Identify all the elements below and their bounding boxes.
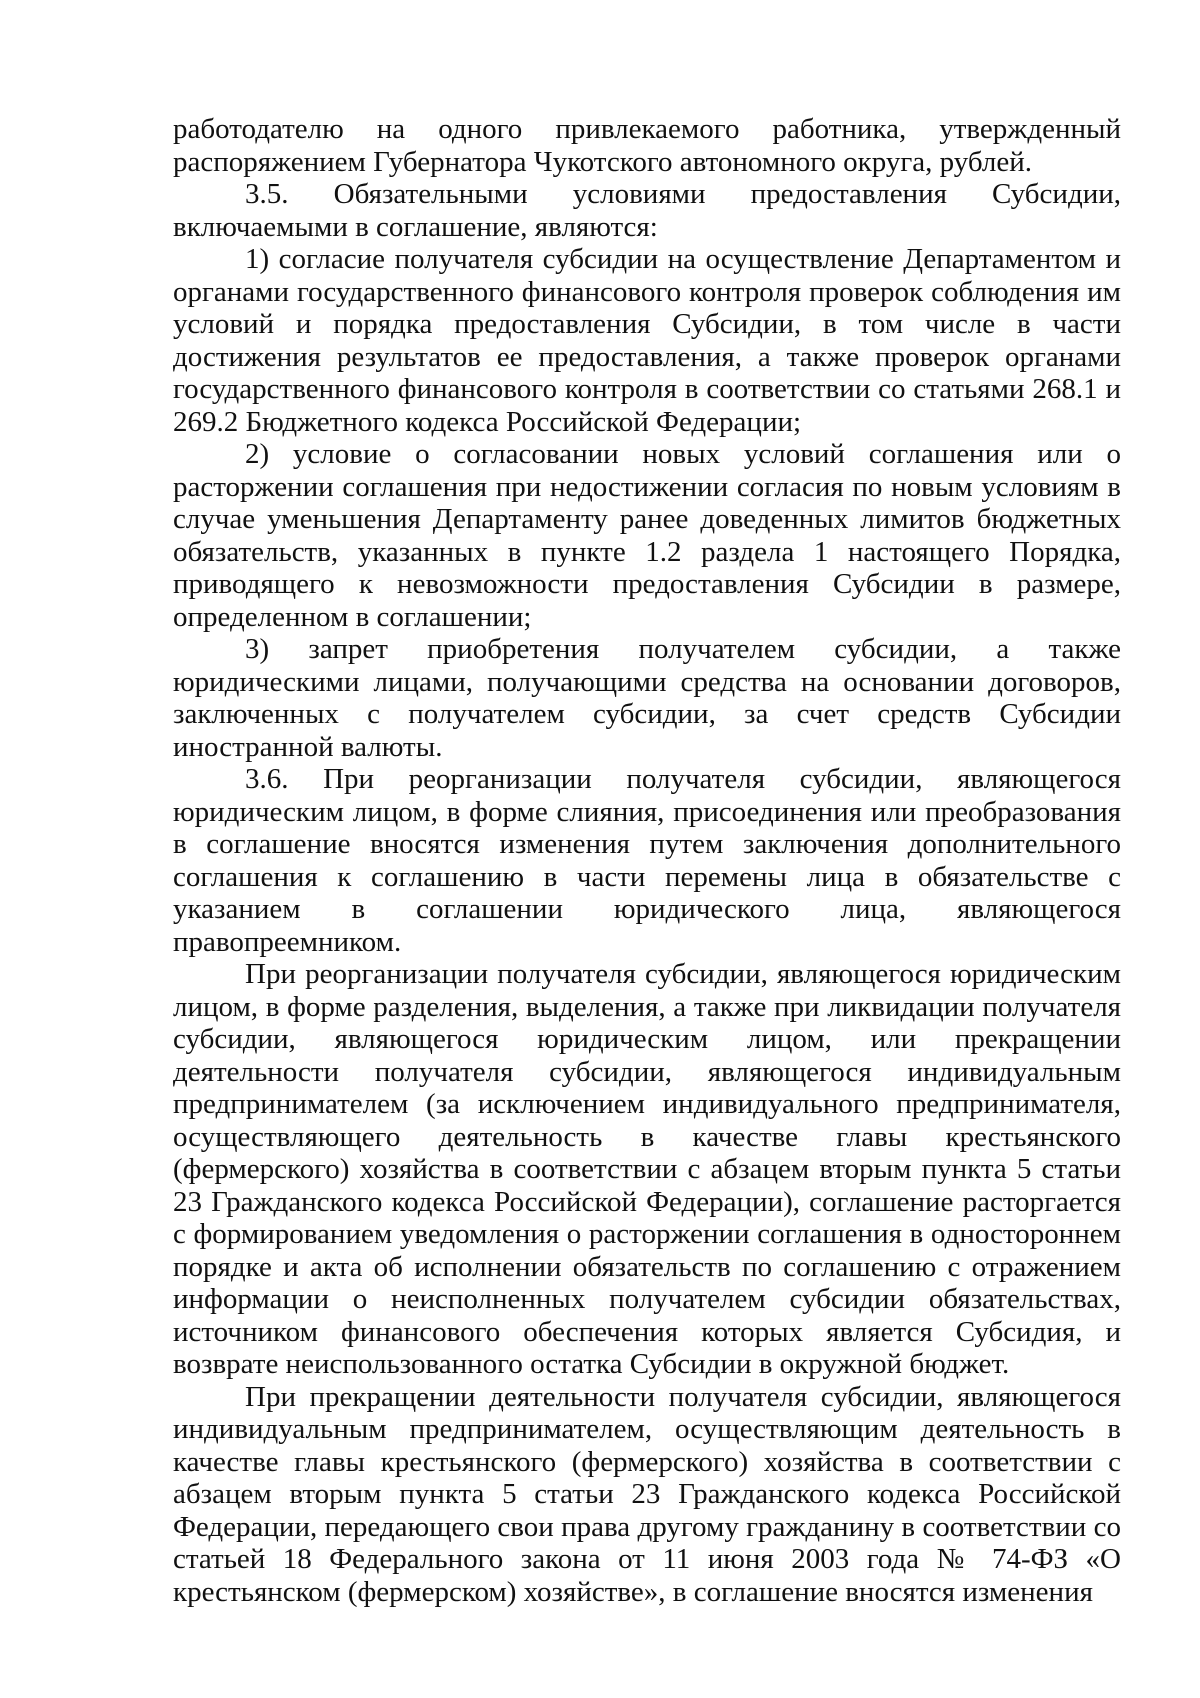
paragraph-continuation: работодателю на одного привлекаемого работника, утвержденный распоряжением Губернатора Чукотского автономного округа, рублей. — [173, 113, 1121, 178]
paragraph-condition-1: 1) согласие получателя субсидии на осуществление Департаментом и органами государственного финансового контроля проверок соблюдения им условий и порядка предоставления Субсидии, в том числе в части достижения результатов ее предоставления, а также проверок органами государственного финансового контроля в соответствии со статьями 268.1 и 269.2 Бюджетного кодекса Российской Федерации; — [173, 243, 1121, 438]
document-body — [173, 113, 1121, 1608]
paragraph-reorganization: При реорганизации получателя субсидии, являющегося юридическим лицом, в форме разделения, выделения, а также при ликвидации получателя субсидии, являющегося юридическим лицом, или прекращении деятельности получателя субсидии, являющегося индивидуальным предпринимателем (за исключением индивидуального предпринимателя, осуществляющего деятельность в качестве главы крестьянского (фермерского) хозяйства в соответствии с абзацем вторым пункта 5 статьи 23 Гражданского кодекса Российской Федерации), соглашение расторгается с формированием уведомления о расторжении соглашения в одностороннем порядке и акта об исполнении обязательств по соглашению с отражением информации о неисполненных получателем субсидии обязательствах, источником финансового обеспечения которых является Субсидия, и возврате неиспользованного остатка Субсидии в окружной бюджет. — [173, 958, 1121, 1380]
paragraph-condition-2: 2) условие о согласовании новых условий соглашения или о расторжении соглашения при недостижении согласия по новым условиям в случае уменьшения Департаменту ранее доведенных лимитов бюджетных обязательств, указанных в пункте 1.2 раздела 1 настоящего Порядка, приводящего к невозможности предоставления Субсидии в размере, определенном в соглашении; — [173, 438, 1121, 633]
paragraph-3-5: 3.5. Обязательными условиями предоставления Субсидии, включаемыми в соглашение, являются: — [173, 178, 1121, 243]
paragraph-termination: При прекращении деятельности получателя субсидии, являющегося индивидуальным предпринимателем, осуществляющим деятельность в качестве главы крестьянского (фермерского) хозяйства в соответствии с абзацем вторым пункта 5 статьи 23 Гражданского кодекса Российской Федерации, передающего свои права другому гражданину в соответствии со статьей 18 Федерального закона от 11 июня 2003 года № 74-ФЗ «О крестьянском (фермерском) хозяйстве», в соглашение вносятся изменения — [173, 1380, 1121, 1608]
paragraph-condition-3: 3) запрет приобретения получателем субсидии, а также юридическими лицами, получающими средства на основании договоров, заключенных с получателем субсидии, за счет средств Субсидии иностранной валюты. — [173, 633, 1121, 763]
paragraph-3-6: 3.6. При реорганизации получателя субсидии, являющегося юридическим лицом, в форме слияния, присоединения или преобразования в соглашение вносятся изменения путем заключения дополнительного соглашения к соглашению в части перемены лица в обязательстве с указанием в соглашении юридического лица, являющегося правопреемником. — [173, 763, 1121, 958]
